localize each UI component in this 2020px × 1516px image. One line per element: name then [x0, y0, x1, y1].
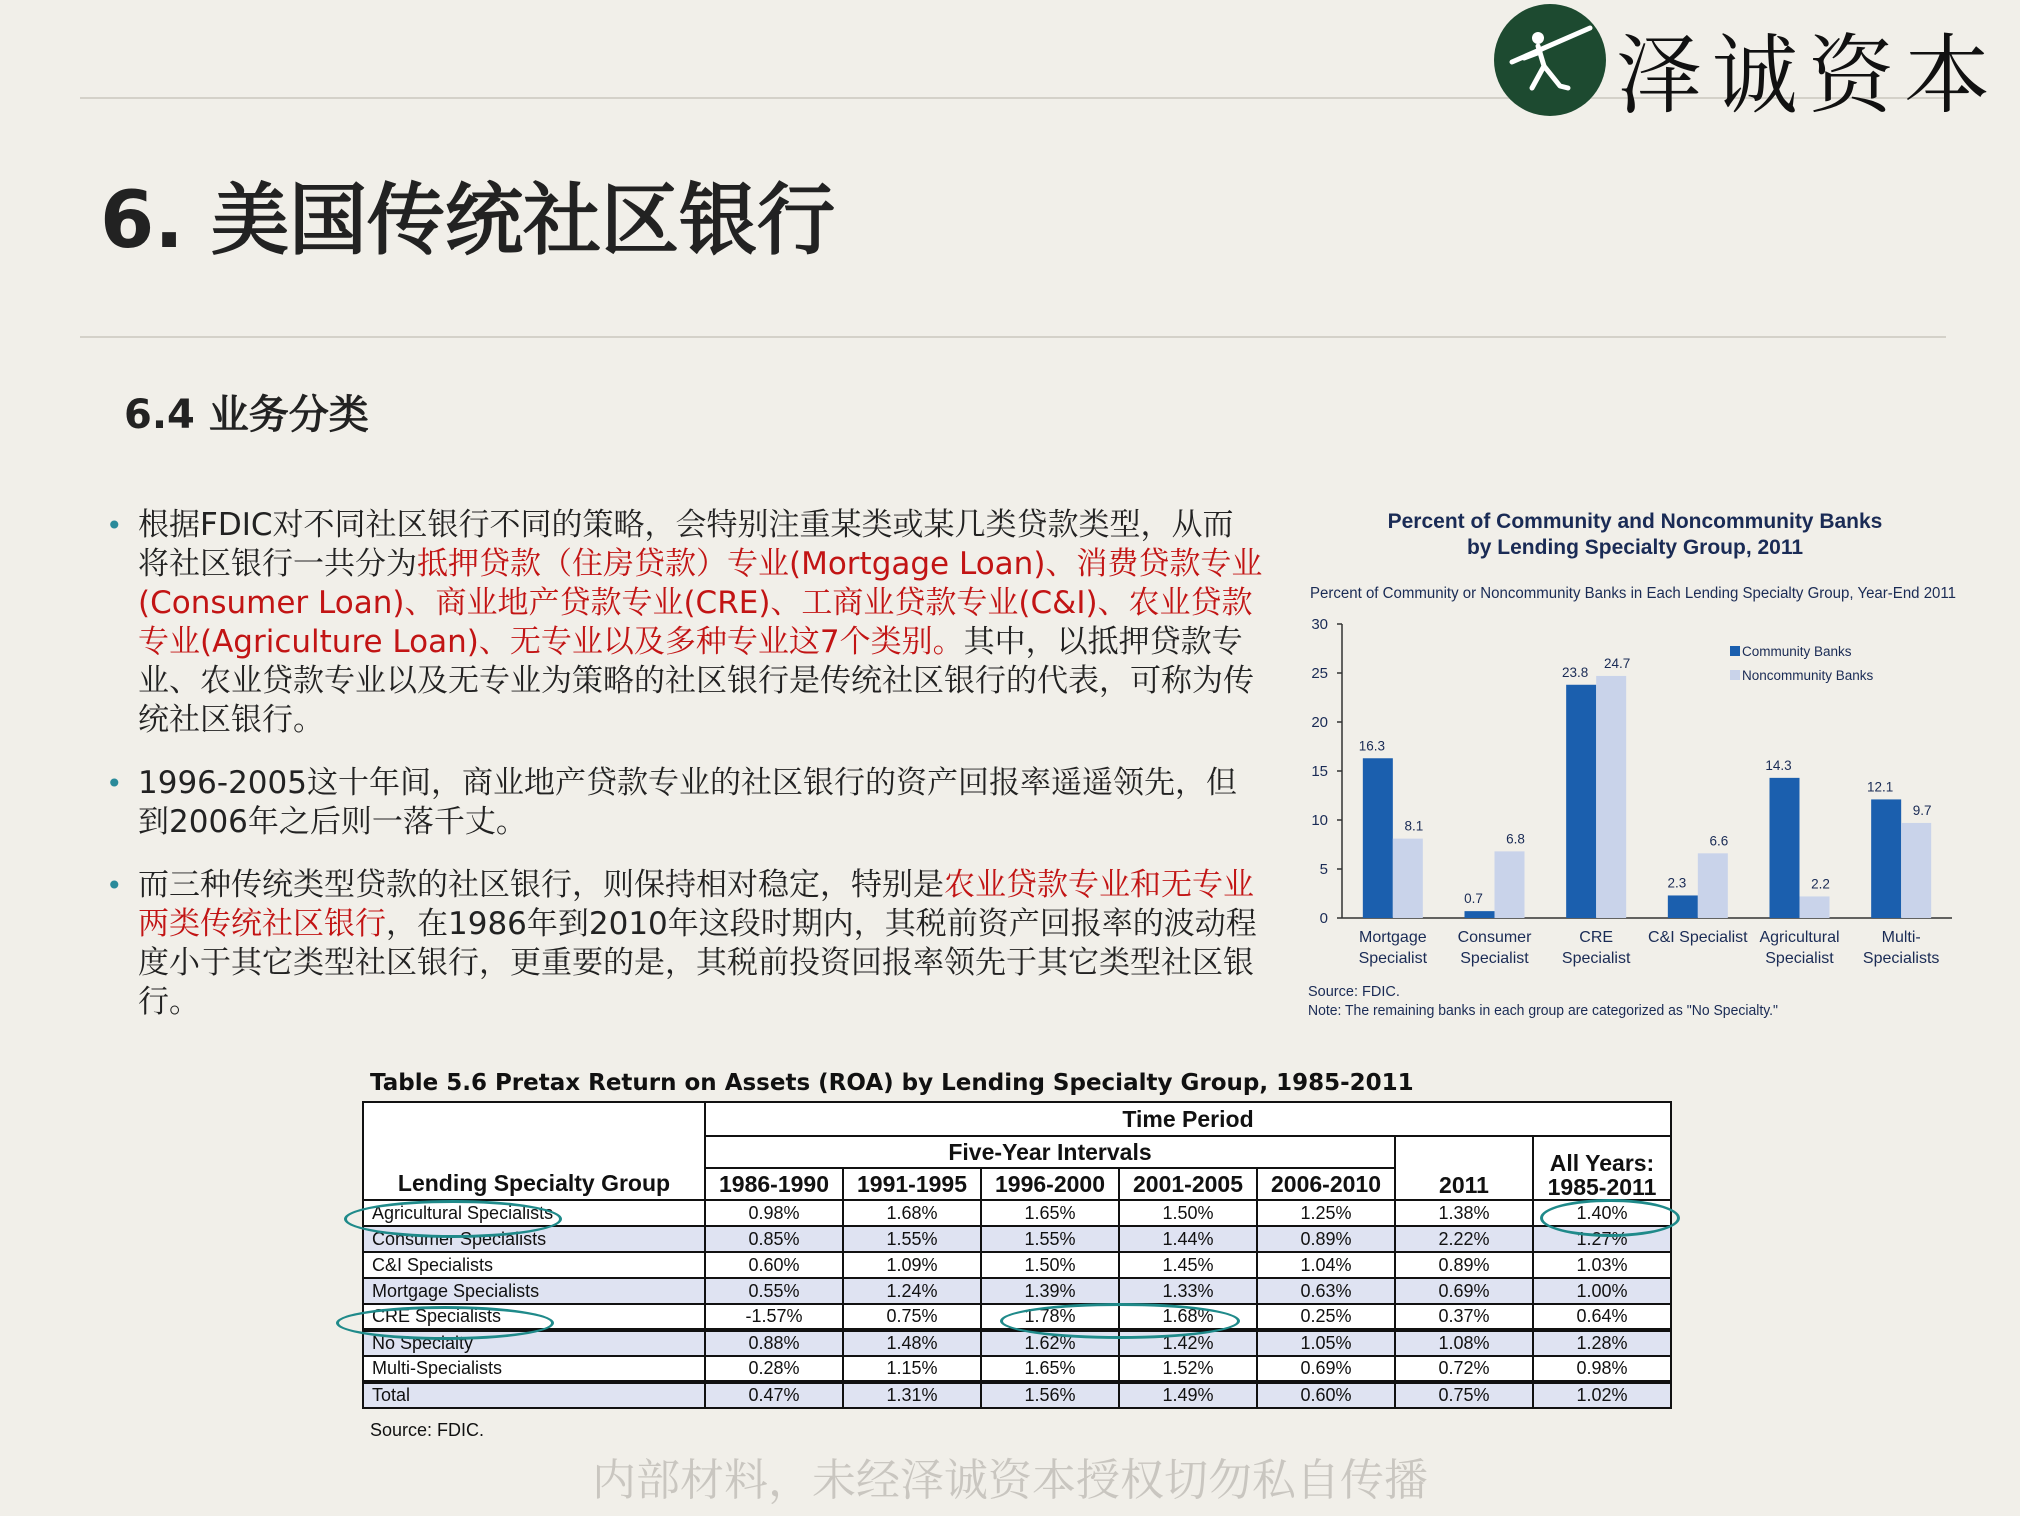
table-cell: 1.28% — [1533, 1330, 1671, 1356]
data-label: 6.8 — [1506, 831, 1525, 847]
data-label: 16.3 — [1358, 738, 1385, 754]
chart-bar — [1770, 778, 1800, 918]
table-cell: 1.09% — [843, 1252, 981, 1278]
y-tick-label: 0 — [1319, 910, 1328, 927]
data-label: 24.7 — [1604, 655, 1631, 671]
x-tick-label: Multi- — [1881, 929, 1921, 946]
x-tick-label: Specialist — [1765, 950, 1834, 967]
row-group-label: C&I Specialists — [363, 1252, 705, 1278]
chart-bar — [1566, 685, 1596, 918]
table-cell: 0.64% — [1533, 1304, 1671, 1330]
table-cell: 1.03% — [1533, 1252, 1671, 1278]
table-cell: 0.55% — [705, 1278, 843, 1304]
x-tick-label: Specialists — [1862, 950, 1940, 967]
table-cell: 1.38% — [1395, 1200, 1533, 1226]
legend-label: Community Banks — [1742, 644, 1852, 659]
section-title: 6.4 业务分类 — [124, 392, 369, 438]
table-cell: 1.02% — [1533, 1382, 1671, 1408]
watermark: 内部材料，未经泽诚资本授权切勿私自传播 — [592, 1455, 1428, 1506]
row-group-label: Multi-Specialists — [363, 1356, 705, 1382]
bullet-text: ，在1986年到2010年这段时期内，其税前资产回报率的波动程度小于其它类型社区银行，更重要的是，其税前投资回报率领先于其它类型社区银行。 — [138, 906, 1257, 1020]
header-col-1986-1990: 1986-1990 — [705, 1168, 843, 1200]
y-tick-label: 25 — [1311, 665, 1328, 682]
data-label: 8.1 — [1404, 818, 1424, 834]
table-cell: 1.65% — [981, 1356, 1119, 1382]
table-cell: 2.22% — [1395, 1226, 1533, 1252]
table-cell: 1.00% — [1533, 1278, 1671, 1304]
row-group-label: No Specialty — [363, 1330, 705, 1356]
bullet-item — [104, 866, 1264, 1022]
header-time-period: Time Period — [705, 1102, 1671, 1136]
table-title: Table 5.6 Pretax Return on Assets (ROA) by Lending Specialty Group, 1985-2011 — [370, 1070, 1414, 1096]
x-tick-label: CRE — [1579, 929, 1614, 946]
y-tick-label: 5 — [1319, 861, 1328, 878]
bullet-item — [104, 506, 1264, 740]
table-cell: 0.47% — [705, 1382, 843, 1408]
table-cell: 1.52% — [1119, 1356, 1257, 1382]
table-cell: 1.65% — [981, 1200, 1119, 1226]
table-cell: 1.50% — [981, 1252, 1119, 1278]
table-cell: 1.08% — [1395, 1330, 1533, 1356]
table-cell: 1.78% — [981, 1304, 1119, 1330]
data-label: 6.6 — [1709, 833, 1729, 849]
row-group-label: Consumer Specialists — [363, 1226, 705, 1252]
table-row — [363, 1330, 1671, 1356]
row-group-label: Total — [363, 1382, 705, 1408]
x-tick-label: Mortgage — [1359, 929, 1427, 946]
table-cell: 1.39% — [981, 1278, 1119, 1304]
table-cell: 1.55% — [981, 1226, 1119, 1252]
table-cell: 1.45% — [1119, 1252, 1257, 1278]
table-row — [363, 1278, 1671, 1304]
table-cell: 1.56% — [981, 1382, 1119, 1408]
y-tick-label: 15 — [1311, 763, 1328, 780]
data-label: 2.2 — [1811, 876, 1830, 892]
chart-bar — [1465, 911, 1495, 918]
table-cell: 0.25% — [1257, 1304, 1395, 1330]
row-group-label: Agricultural Specialists — [363, 1200, 705, 1226]
table-cell: 0.37% — [1395, 1304, 1533, 1330]
table-cell: 0.69% — [1257, 1356, 1395, 1382]
table-cell: 1.68% — [1119, 1304, 1257, 1330]
data-label: 9.7 — [1912, 802, 1932, 818]
highlight-text: 农业贷款专业和无专业两类传统社区银行 — [138, 867, 1254, 942]
data-label: 2.3 — [1667, 875, 1687, 891]
table-cell: 0.60% — [705, 1252, 843, 1278]
header-col-1991-1995: 1991-1995 — [843, 1168, 981, 1200]
header-col-2001-2005: 2001-2005 — [1119, 1168, 1257, 1200]
row-group-label: Mortgage Specialists — [363, 1278, 705, 1304]
chart-bar — [1363, 758, 1393, 918]
table-cell: 0.28% — [705, 1356, 843, 1382]
table-cell: 1.33% — [1119, 1278, 1257, 1304]
data-label: 0.7 — [1464, 891, 1483, 907]
legend-label: Noncommunity Banks — [1742, 668, 1874, 683]
table-cell: 1.62% — [981, 1330, 1119, 1356]
x-tick-label: C&I Specialist — [1648, 929, 1748, 946]
table-cell: 0.69% — [1395, 1278, 1533, 1304]
bullet-text: 根据FDIC对不同社区银行不同的策略，会特别注重某类或某几类贷款类型，从而将社区银行一共分为 — [138, 507, 1234, 582]
table-cell: 0.89% — [1395, 1252, 1533, 1278]
table-cell: 0.63% — [1257, 1278, 1395, 1304]
data-label: 23.8 — [1562, 664, 1589, 680]
page-title: 6. 美国传统社区银行 — [100, 176, 836, 266]
x-tick-label: Consumer — [1457, 929, 1532, 946]
chart-bar — [1495, 851, 1525, 918]
chart-note: Note: The remaining banks in each group are categorized as "No Specialty." — [1308, 1003, 1778, 1019]
table-row — [363, 1252, 1671, 1278]
table-row — [363, 1382, 1671, 1408]
bullet-text: 1996-2005这十年间，商业地产贷款专业的社区银行的资产回报率遥遥领先，但到2006年之后则一落千丈。 — [138, 765, 1237, 840]
table-cell: 1.55% — [843, 1226, 981, 1252]
table-cell: 0.75% — [843, 1304, 981, 1330]
bullet-list — [104, 506, 1264, 1046]
data-label: 12.1 — [1867, 779, 1894, 795]
legend-swatch — [1730, 646, 1740, 656]
table-cell: 1.42% — [1119, 1330, 1257, 1356]
table-row — [363, 1200, 1671, 1226]
table-row — [363, 1304, 1671, 1330]
header-five-year-intervals: Five-Year Intervals — [705, 1136, 1395, 1168]
table-cell: 1.15% — [843, 1356, 981, 1382]
data-label: 14.3 — [1765, 757, 1792, 773]
table-row — [363, 1356, 1671, 1382]
y-tick-label: 30 — [1311, 616, 1328, 633]
header-col-2006-2010: 2006-2010 — [1257, 1168, 1395, 1200]
table-cell: 1.25% — [1257, 1200, 1395, 1226]
chart-title: by Lending Specialty Group, 2011 — [1466, 536, 1804, 559]
chart-bar — [1901, 823, 1931, 918]
header-col-1996-2000: 1996-2000 — [981, 1168, 1119, 1200]
chart-subtitle: Percent of Community or Noncommunity Banks in Each Lending Specialty Group, Year-End 2011 — [1310, 585, 1956, 602]
bullet-text: 而三种传统类型贷款的社区银行，则保持相对稳定，特别是 — [138, 867, 944, 903]
header-col-2011: 2011 — [1395, 1136, 1533, 1200]
table-cell: 1.48% — [843, 1330, 981, 1356]
legend-swatch — [1730, 670, 1740, 680]
x-tick-label: Specialist — [1460, 950, 1529, 967]
table-cell: 0.60% — [1257, 1382, 1395, 1408]
table-cell: 1.05% — [1257, 1330, 1395, 1356]
y-tick-label: 10 — [1311, 812, 1328, 829]
y-tick-label: 20 — [1311, 714, 1328, 731]
chart-bar — [1393, 839, 1423, 918]
x-tick-label: Specialist — [1561, 950, 1631, 967]
chart-source: Source: FDIC. — [1308, 984, 1400, 1000]
table-cell: 0.88% — [705, 1330, 843, 1356]
chart-bar — [1668, 895, 1698, 918]
chart-bar — [1800, 896, 1830, 918]
highlight-text: 抵押贷款（住房贷款）专业(Mortgage Loan)、消费贷款专业(Consumer Loan)、商业地产贷款专业(CRE)、工商业贷款专业(C&I)、农业贷款专业(Agriculture Loan)、无专业以及多种专业这7个类别。 — [138, 546, 1263, 660]
chart-bar — [1698, 853, 1728, 918]
table-cell: 1.04% — [1257, 1252, 1395, 1278]
row-group-label: CRE Specialists — [363, 1304, 705, 1330]
roa-table-body — [363, 1200, 1671, 1408]
table-cell: -1.57% — [705, 1304, 843, 1330]
table-cell: 1.40% — [1533, 1200, 1671, 1226]
table-cell: 1.49% — [1119, 1382, 1257, 1408]
table-cell: 0.85% — [705, 1226, 843, 1252]
bullet-text: 其中，以抵押贷款专业、农业贷款专业以及无专业为策略的社区银行是传统社区银行的代表，可称为传统社区银行。 — [138, 624, 1254, 738]
table-cell: 0.72% — [1395, 1356, 1533, 1382]
chart-svg — [1300, 506, 1970, 1026]
table-cell: 0.98% — [705, 1200, 843, 1226]
table-row — [363, 1226, 1671, 1252]
chart-title: Percent of Community and Noncommunity Banks — [1387, 510, 1883, 533]
table-cell: 0.98% — [1533, 1356, 1671, 1382]
header-lending-group: Lending Specialty Group — [363, 1102, 705, 1200]
table-cell: 1.68% — [843, 1200, 981, 1226]
title-divider — [80, 336, 1946, 338]
logo-emblem-icon — [1494, 4, 1606, 116]
header-col-all-years: All Years: 1985-2011 — [1533, 1136, 1671, 1200]
logo-text: 泽诚资本 — [1616, 26, 2000, 126]
table-cell: 1.27% — [1533, 1226, 1671, 1252]
x-tick-label: Specialist — [1358, 950, 1428, 967]
table-cell: 0.89% — [1257, 1226, 1395, 1252]
bar-chart — [1300, 506, 1970, 1026]
table-cell: 1.31% — [843, 1382, 981, 1408]
x-tick-label: Agricultural — [1759, 929, 1840, 946]
bullet-item — [104, 764, 1264, 842]
table-cell: 1.24% — [843, 1278, 981, 1304]
logo — [1494, 2, 2014, 126]
table-cell: 1.44% — [1119, 1226, 1257, 1252]
chart-bar — [1871, 799, 1901, 918]
table-source: Source: FDIC. — [370, 1420, 485, 1440]
table-cell: 1.50% — [1119, 1200, 1257, 1226]
chart-bar — [1596, 676, 1626, 918]
roa-table — [362, 1101, 1672, 1409]
table-cell: 0.75% — [1395, 1382, 1533, 1408]
